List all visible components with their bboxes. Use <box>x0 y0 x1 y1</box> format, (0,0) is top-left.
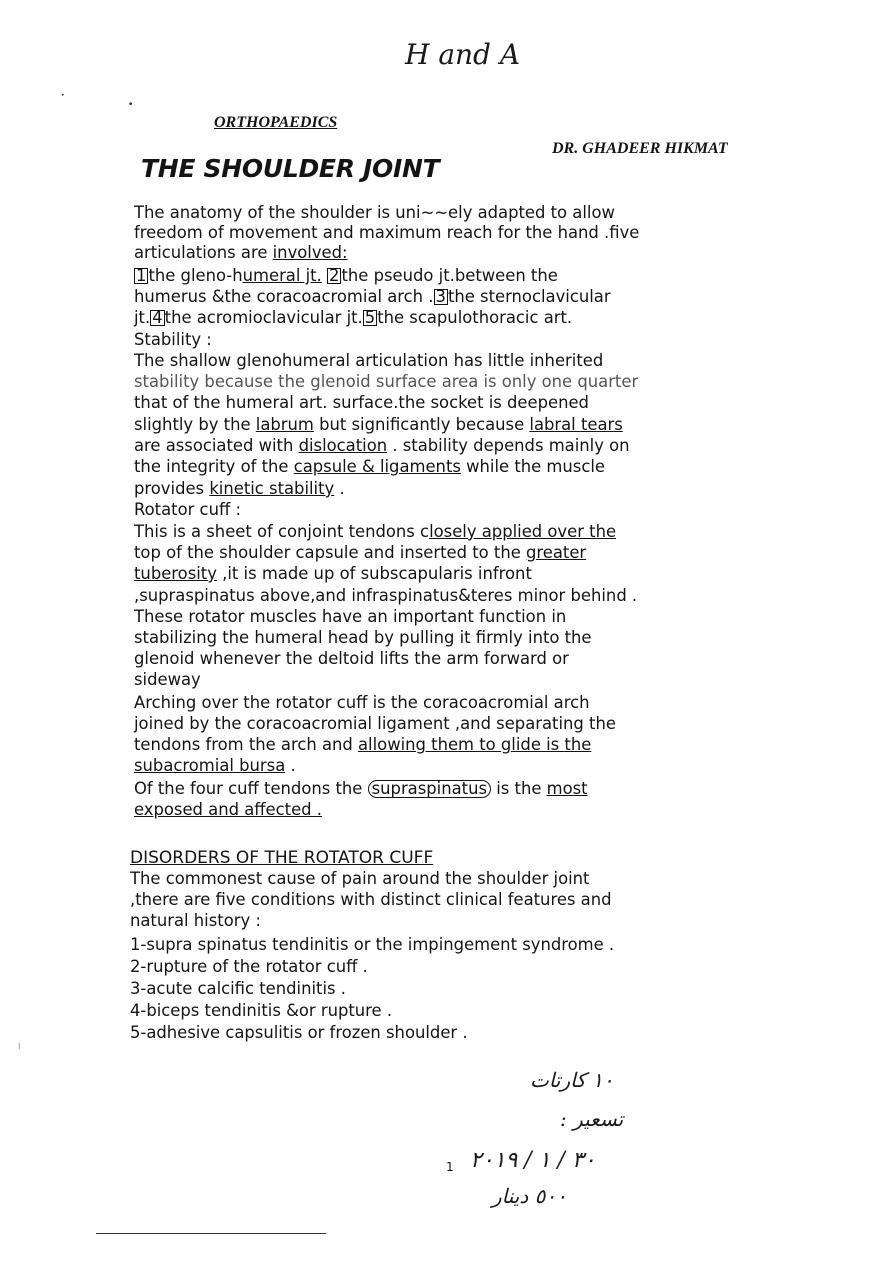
list-item: 3-acute calcific tendinitis . <box>130 979 346 998</box>
text-line: These rotator muscles have an important function in <box>134 607 567 626</box>
text-line: 1 the gleno-humeral jt. 2 the pseudo jt.between the <box>136 266 558 285</box>
text-line: tuberosity ,it is made up of subscapularis infront <box>134 564 532 583</box>
text-line: slightly by the labrum but significantly because labral tears <box>134 415 623 434</box>
text-line: that of the humeral art. surface.the socket is deepened <box>134 393 589 412</box>
rotator-cuff-heading: Rotator cuff : <box>134 500 241 519</box>
intro-and-rotator-section <box>134 203 774 843</box>
number-box: 4 <box>152 308 163 327</box>
page-title: THE SHOULDER JOINT <box>141 154 440 183</box>
disorders-heading: DISORDERS OF THE ROTATOR CUFF <box>130 848 434 868</box>
text-line: Arching over the rotator cuff is the coracoacromial arch <box>134 693 590 712</box>
handwritten-note-line: ٥٠٠ دينار <box>492 1184 567 1208</box>
text-line: Of the four cuff tendons the supraspinatus is the most <box>134 779 588 798</box>
text-line: sideway <box>134 670 201 689</box>
scan-speck: • <box>61 92 65 99</box>
text-line: provides kinetic stability . <box>134 479 345 498</box>
text-line: The commonest cause of pain around the shoulder joint <box>130 869 590 888</box>
handwritten-note-line: ١٠ كارتات <box>530 1068 614 1092</box>
number-box: 2 <box>329 266 340 285</box>
text-line: ,supraspinatus above,and infraspinatus&teres minor behind . <box>134 586 638 605</box>
text-line: the integrity of the capsule & ligaments while the muscle <box>134 457 605 476</box>
text-line: This is a sheet of conjoint tendons closely applied over the <box>134 522 617 541</box>
handwritten-note-line: ٣٠ / ١ / ٢٠١٩ <box>470 1148 596 1173</box>
scan-speck: • <box>128 100 134 110</box>
circled-term: supraspinatus <box>368 780 491 798</box>
text-line: stabilizing the humeral head by pulling it firmly into the <box>134 628 592 647</box>
page-number: 1 <box>446 1160 454 1174</box>
text-line: stability because the glenoid surface area is only one quarter <box>134 372 639 391</box>
text-line: articulations are involved: <box>134 243 348 262</box>
text-line: The shallow glenohumeral articulation has little inherited <box>134 351 604 370</box>
stability-heading: Stability : <box>134 330 212 349</box>
text-line: glenoid whenever the deltoid lifts the arm forward or <box>134 649 569 668</box>
number-box: 3 <box>435 287 446 306</box>
handwritten-note-line: تسعير : <box>560 1107 624 1131</box>
list-item: 4-biceps tendinitis &or rupture . <box>130 1001 393 1020</box>
text-line: humerus &the coracoacromial arch . 3 the sternoclavicular <box>134 287 611 306</box>
doctor-name: DR. GHADEER HIKMAT <box>552 140 728 157</box>
text-line: top of the shoulder capsule and inserted to the greater <box>134 543 587 562</box>
list-item: 1-supra spinatus tendinitis or the impingement syndrome . <box>130 935 615 954</box>
footer-rule <box>96 1233 326 1234</box>
text-line: exposed and affected . <box>134 800 322 819</box>
text-line: jt. 4 the acromioclavicular jt. 5 the scapulothoracic art. <box>134 308 573 327</box>
handwritten-header-mark: H and A <box>405 38 521 71</box>
text-line: tendons from the arch and allowing them to glide is the <box>134 735 592 754</box>
course-heading: ORTHOPAEDICS <box>214 114 338 131</box>
scan-speck: ⁝ <box>18 1042 21 1051</box>
disorders-section <box>130 848 770 1048</box>
text-line: natural history : <box>130 911 261 930</box>
text-line: subacromial bursa . <box>134 756 296 775</box>
text-line: The anatomy of the shoulder is uni~~ely adapted to allow <box>134 203 615 222</box>
text-line: are associated with dislocation . stability depends mainly on <box>134 436 630 455</box>
number-box: 5 <box>364 308 376 327</box>
list-item: 5-adhesive capsulitis or frozen shoulder . <box>130 1023 468 1042</box>
text-line: joined by the coracoacromial ligament ,and separating the <box>134 714 616 733</box>
text-line: ,there are five conditions with distinct clinical features and <box>130 890 612 909</box>
number-box: 1 <box>136 266 147 285</box>
list-item: 2-rupture of the rotator cuff . <box>130 957 368 976</box>
text-line: freedom of movement and maximum reach for the hand .five <box>134 223 640 242</box>
